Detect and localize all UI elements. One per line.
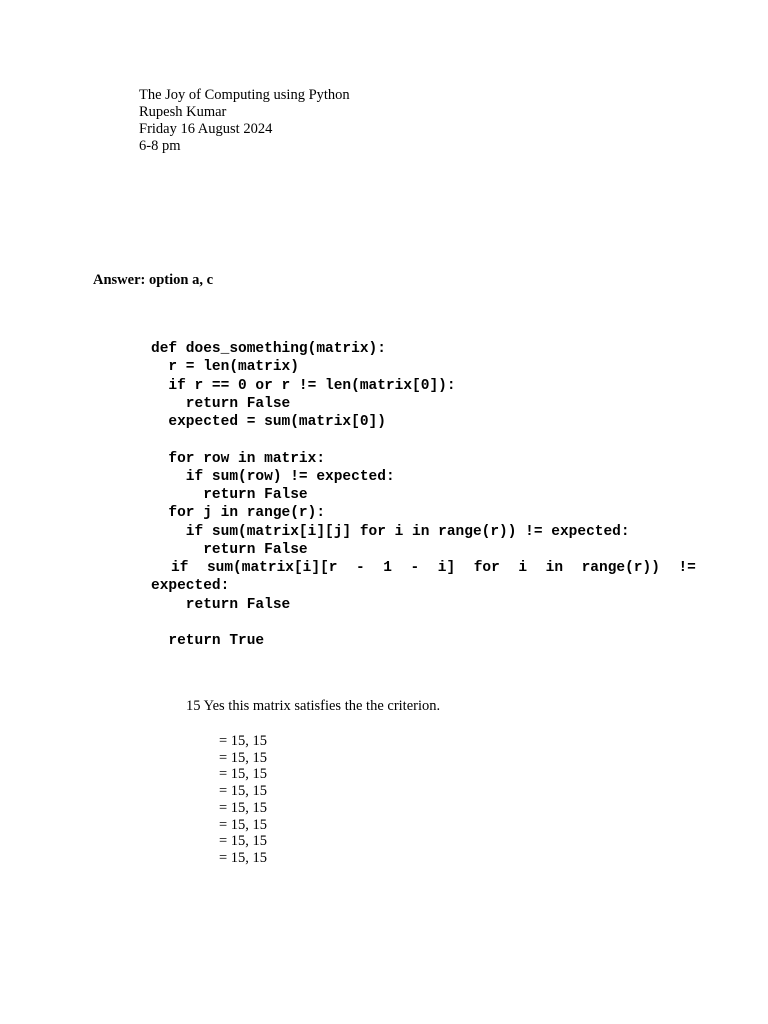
code-token: in [545, 560, 564, 576]
result-line: = 15, 15 [219, 783, 268, 800]
result-line: = 15, 15 [219, 816, 268, 833]
code-token: i [518, 560, 528, 576]
result-line: = 15, 15 [219, 799, 268, 816]
code-line: return False [151, 487, 308, 503]
time-line: 6-8 pm [139, 138, 181, 154]
code-line: return False [151, 395, 291, 412]
date-line: Friday 16 August 2024 [139, 121, 273, 137]
answer-line: Answer: option a, c [93, 272, 214, 288]
author-name: Rupesh Kumar [139, 104, 227, 120]
code-line: return False [151, 541, 308, 558]
code-line: expected = sum(matrix[0]) [151, 414, 386, 430]
result-line: = 15, 15 [219, 749, 268, 766]
explanation-note: 15 Yes this matrix satisfies the the criterion. [186, 698, 441, 714]
code-line: if sum(row) != expected: [151, 468, 395, 485]
code-line: def does_something(matrix): [151, 341, 386, 357]
code-token: != [678, 560, 696, 576]
code-block [151, 340, 696, 650]
code-token: if [171, 560, 189, 576]
code-token: - [356, 560, 365, 576]
code-line [151, 431, 696, 449]
code-token: for [473, 560, 500, 576]
code-line: if r == 0 or r != len(matrix[0]): [151, 377, 456, 394]
result-line: = 15, 15 [219, 766, 268, 783]
code-line: return False [151, 596, 291, 613]
code-token: range(r)) [581, 560, 660, 576]
course-title: The Joy of Computing using Python [139, 87, 350, 103]
document-header [139, 87, 350, 155]
code-line-continuation: expected: [151, 578, 230, 595]
results-list [219, 733, 267, 867]
result-line: = 15, 15 [219, 849, 268, 866]
code-line: r = len(matrix) [151, 359, 299, 376]
code-token: i] [437, 560, 456, 576]
code-token: 1 [383, 560, 392, 576]
code-line-wrapped [151, 559, 696, 577]
code-line: for j in range(r): [151, 505, 326, 522]
result-line: = 15, 15 [219, 833, 268, 850]
code-token: - [410, 560, 420, 576]
code-line: for row in matrix: [151, 450, 326, 467]
code-line [151, 614, 696, 632]
code-line: return True [151, 633, 265, 649]
result-line: = 15, 15 [219, 733, 268, 749]
code-line: if sum(matrix[i][j] for i in range(r)) != expected: [151, 523, 630, 540]
code-token: sum(matrix[i][r [206, 560, 338, 576]
